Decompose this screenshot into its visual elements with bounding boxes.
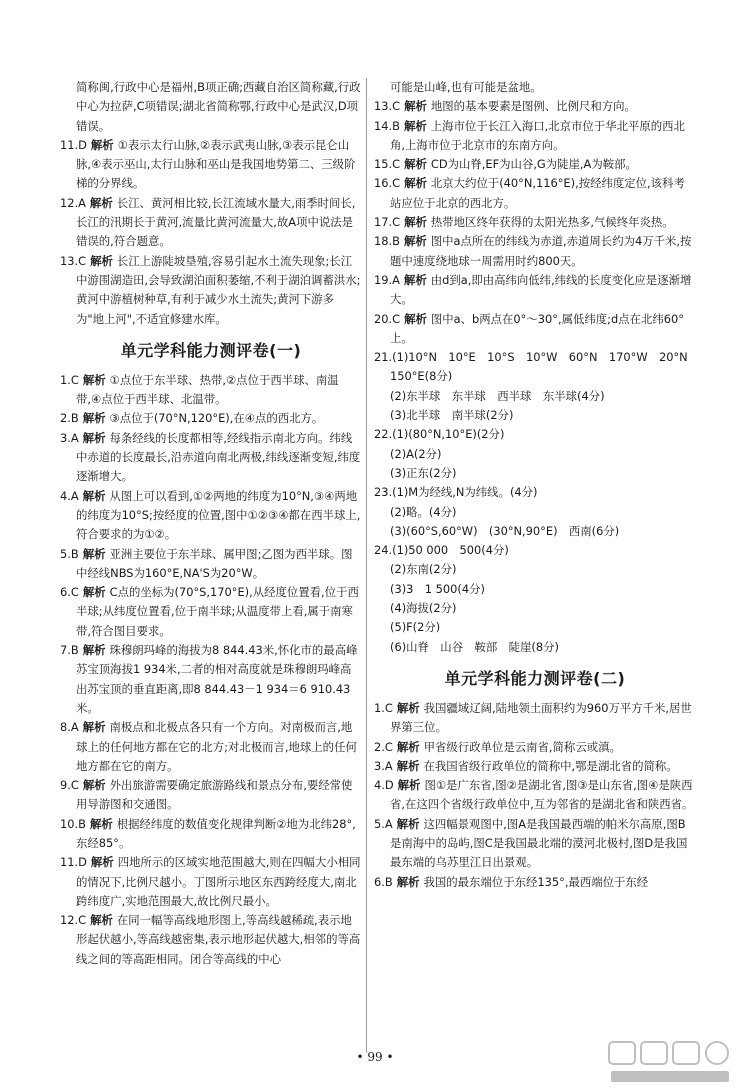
answer-item: [60, 429, 362, 487]
answer-text: 这四幅景观图中,图A是我国最西端的帕米尔高原,图B是南海中的岛屿,图C是我国最北端的漠河北极村,图D是我国最东端的乌苏里江日出景观。: [390, 816, 688, 870]
analysis-label: 解析: [82, 546, 106, 561]
answer-text: 简称闽,行政中心是福州,B项正确;西藏自治区简称藏,行政中心为拉萨,C项错误;湖北省简称鄂,行政中心是武汉,D项错误。: [76, 80, 361, 133]
answer-item: [60, 136, 362, 194]
answer-item: [374, 580, 696, 599]
answer-item: [60, 409, 362, 428]
answer-item: [374, 873, 696, 892]
analysis-label: 解析: [82, 720, 106, 735]
answer-item: [374, 174, 696, 213]
answer-item: [374, 464, 696, 483]
answer-text: ①表示太行山脉,②表示武夷山脉,③表示昆仑山脉,④表示巫山,太行山脉和巫山是我国地势第二、三级阶梯的分界线。: [76, 137, 356, 191]
answer-item: [374, 406, 696, 425]
answer-text: (2)略。(4分): [390, 504, 457, 519]
analysis-label: 解析: [90, 855, 114, 870]
answer-number: 12.C: [60, 913, 87, 928]
analysis-label: 解析: [404, 176, 427, 191]
answer-item: [374, 78, 696, 97]
answer-number: 2.C: [374, 739, 393, 754]
answer-item: [374, 445, 696, 464]
analysis-label: 解析: [397, 778, 421, 793]
answer-item: [374, 560, 696, 579]
answer-number: 1.C: [374, 700, 393, 715]
analysis-label: 解析: [396, 816, 420, 831]
answer-text: 由d到a,即由高纬向低纬,纬线的长度变化应是逐渐增大。: [390, 272, 692, 307]
answer-text: 外出旅游需要确定旅游路线和景点分布,要经常使用导游图和交通图。: [76, 778, 353, 812]
answer-item: [374, 503, 696, 522]
answer-text: (6)山脊 山谷 鞍部 陡崖(8分): [390, 639, 559, 654]
answer-number: 4.A: [60, 488, 79, 503]
answer-text: (1)M为经线,N为纬线。(4分): [392, 485, 538, 500]
answer-number: 18.B: [374, 234, 400, 249]
answer-text: ③点位于(70°N,120°E),在④点的西北方。: [109, 411, 324, 426]
answer-text: (2)A(2分): [390, 446, 442, 461]
answer-number: 22.: [374, 427, 393, 442]
answer-text: 从图上可以看到,①②两地的纬度为10°N,③④两地的纬度为10°S;按经度的位置,图中①②③④都在西半球上,符合要求的为①②。: [76, 488, 361, 542]
answer-text: (1)10°N 10°E 10°S 10°W 60°N 170°W 20°N 150°E(8分): [390, 350, 700, 384]
answer-number: 16.C: [374, 176, 401, 191]
answer-number: 21.: [374, 350, 393, 365]
answer-item: [374, 776, 696, 815]
right-column: [374, 78, 700, 892]
answer-item: [374, 699, 696, 738]
answer-number: 7.B: [60, 643, 79, 658]
answer-text: 可能是山峰,也有可能是盆地。: [390, 80, 542, 94]
answer-item: [60, 815, 362, 854]
analysis-label: 解析: [404, 311, 427, 326]
answer-number: 8.A: [60, 720, 79, 735]
answer-number: 5.B: [60, 546, 79, 561]
answer-item: [374, 599, 696, 618]
column-divider: [366, 78, 367, 1053]
answer-text: 我国疆域辽阔,陆地领土面积约为960万平方千米,居世界第三位。: [390, 700, 692, 735]
analysis-label: 解析: [82, 488, 106, 503]
section-heading: 单元学科能力测评卷(二): [444, 668, 626, 688]
answer-item: [60, 371, 362, 410]
answer-number: 19.A: [374, 272, 400, 287]
answer-item: [374, 738, 696, 757]
analysis-label: 解析: [82, 411, 106, 426]
answer-text: 在同一幅等高线地形图上,等高线越稀疏,表示地形起伏越小,等高线越密集,表示地形起伏越大,相邻的等高线之间的等高距相同。闭合等高线的中心: [76, 913, 361, 966]
answer-item: [60, 583, 362, 641]
analysis-label: 解析: [82, 778, 106, 793]
answer-item: [60, 911, 362, 969]
analysis-label: 解析: [82, 372, 106, 387]
answer-item: [374, 155, 696, 174]
answer-number: 20.C: [374, 311, 401, 326]
section-heading: 单元学科能力测评卷(一): [120, 340, 302, 360]
answer-number: 3.A: [374, 758, 393, 773]
answer-item: [374, 97, 696, 116]
answer-number: 1.C: [60, 372, 79, 387]
answer-text: (3)(60°S,60°W) (30°N,90°E) 西南(6分): [390, 523, 620, 538]
analysis-label: 解析: [404, 99, 427, 114]
answer-text: 上海市位于长江入海口,北京市位于华北平原的西北角,上海市位于北京市的东南方向。: [390, 118, 685, 152]
answer-item: [374, 483, 696, 502]
analysis-label: 解析: [396, 739, 420, 754]
answer-text: (3)北半球 南半球(2分): [390, 408, 514, 423]
answer-text: 南极点和北极点各只有一个方向。对南极而言,地球上的任何地方都在它的北方;对北极而言,地球上的任何地方都在它的南方。: [76, 720, 357, 773]
answer-item: [374, 213, 696, 232]
answer-text: (2)东南(2分): [390, 562, 457, 577]
answer-text: 亚洲主要位于东半球、属甲图;乙图为西半球。图中经线NBS为160°E,NA'S为20°W。: [76, 546, 353, 580]
analysis-label: 解析: [82, 585, 106, 600]
answer-text: 根据经纬度的数值变化规律判断②地为北纬28°,东经85°。: [76, 816, 356, 850]
answer-item: [60, 194, 362, 252]
answer-number: 13.C: [374, 99, 401, 114]
answer-item: [374, 348, 700, 387]
answer-text: (5)F(2分): [390, 620, 441, 635]
answer-number: 12.A: [60, 195, 86, 210]
answer-text: ①点位于东半球、热带,②点位于西半球、南温带,④点位于西半球、北温带。: [76, 372, 339, 407]
answer-number: 24.: [374, 543, 393, 558]
answer-item: [374, 117, 696, 156]
analysis-label: 解析: [404, 215, 427, 230]
answer-text: (1)(80°N,10°E)(2分): [392, 427, 505, 442]
answer-item: [374, 638, 696, 657]
answer-number: 2.B: [60, 411, 79, 426]
answer-item: [60, 776, 362, 815]
answer-text: 地图的基本要素是图例、比例尺和方向。: [430, 99, 636, 114]
answer-number: 3.A: [60, 430, 79, 445]
answer-text: CD为山脊,EF为山谷,G为陡崖,A为鞍部。: [430, 157, 637, 172]
answer-number: 13.C: [60, 253, 87, 268]
answer-number: 10.B: [60, 816, 86, 831]
answer-text: 长江上游陡坡垦殖,容易引起水土流失现象;长江中游围湖造田,会导致湖泊面积萎缩,不利于湖泊调蓄洪水;黄河中游植树种草,有利于减少水土流失;黄河下游多为"地上河",不适宜修建水库。: [76, 253, 361, 326]
answer-text: 热带地区终年获得的太阳光热多,气候终年炎热。: [430, 215, 674, 230]
answer-item: [374, 232, 696, 271]
answer-number: 5.A: [374, 816, 393, 831]
answer-item: [60, 545, 362, 584]
analysis-label: 解析: [396, 874, 420, 889]
answer-number: 15.C: [374, 157, 401, 172]
answer-text: (4)海拔(2分): [390, 601, 457, 616]
analysis-label: 解析: [90, 253, 113, 268]
page-number: • 99 •: [356, 1050, 394, 1064]
analysis-label: 解析: [396, 758, 420, 773]
answer-item: [374, 541, 696, 560]
answer-item: [374, 387, 696, 406]
analysis-label: 解析: [82, 643, 106, 658]
answer-item: [60, 487, 362, 545]
answer-number: 6.B: [374, 874, 393, 889]
answer-text: 在我国省级行政单位的简称中,鄂是湖北省的简称。: [423, 758, 678, 773]
analysis-label: 解析: [82, 430, 106, 445]
answer-text: 图①是广东省,图②是湖北省,图③是山东省,图④是陕西省,在这四个省级行政单位中,互为邻省的是湖北省和陕西省。: [390, 778, 694, 812]
analysis-label: 解析: [90, 137, 114, 152]
answer-text: 图中a、b两点在0°～30°,属低纬度;d点在北纬60°上。: [390, 311, 684, 345]
answer-number: 23.: [374, 485, 393, 500]
answer-item: [374, 522, 696, 541]
answer-text: 珠穆朗玛峰的海拔为8 844.43米,怀化市的最高峰苏宝顶海拔1 934米,二者的相对高度就是珠穆朗玛峰高出苏宝顶的垂直距离,即8 844.43－1 934＝6 910.43米。: [76, 643, 358, 715]
answer-item: [374, 425, 696, 444]
analysis-label: 解析: [396, 700, 420, 715]
answer-text: 北京大约位于(40°N,116°E),按经纬度定位,该科考站应位于北京的西北方。: [390, 176, 685, 210]
answer-text: 我国的最东端位于东经135°,最西端位于东经: [423, 874, 649, 889]
answer-text: 四地所示的区域实地范围越大,则在四幅大小相同的情况下,比例尺越小。丁图所示地区东西跨经度大,南北跨纬度广,实地范围最大,故比例尺最小。: [76, 855, 361, 908]
answer-number: 11.D: [60, 855, 87, 870]
answer-item: [60, 252, 362, 329]
analysis-label: 解析: [90, 913, 113, 928]
answer-item: [374, 310, 696, 349]
answer-text: (3)正东(2分): [390, 465, 457, 480]
answer-text: 长江、黄河相比较,长江流域水量大,雨季时间长,长江的汛期长于黄河,流量比黄河流量大,故A项中说法是错误的,符合题意。: [76, 195, 356, 249]
analysis-label: 解析: [403, 234, 427, 249]
answer-text: (2)东半球 东半球 西半球 东半球(4分): [390, 388, 605, 403]
answer-item: [374, 618, 696, 637]
answer-number: 11.D: [60, 137, 87, 152]
answer-text: C点的坐标为(70°S,170°E),从经度位置看,位于西半球;从纬度位置看,位于南半球;从温度带上看,属于南寒带,符合图目要求。: [76, 585, 359, 638]
answer-item: [60, 641, 362, 718]
answer-text: (1)50 000 500(4分): [392, 543, 509, 558]
left-column: [60, 78, 362, 969]
analysis-label: 解析: [404, 157, 427, 172]
analysis-label: 解析: [403, 118, 427, 133]
watermark-logo: [605, 1038, 735, 1086]
answer-item: [374, 815, 696, 873]
analysis-label: 解析: [89, 816, 113, 831]
answer-text: 每条经线的长度都相等,经线指示南北方向。纬线中赤道的长度最长,沿赤道向南北两极,纬线逐渐变短,纬度逐渐增大。: [76, 430, 361, 484]
answer-number: 14.B: [374, 118, 400, 133]
answer-item: [374, 757, 696, 776]
answer-number: 4.D: [374, 778, 394, 793]
answer-number: 9.C: [60, 778, 79, 793]
answer-text: 甲省级行政单位是云南省,简称云或滇。: [423, 739, 621, 754]
answer-item: [60, 78, 362, 136]
answer-number: 17.C: [374, 215, 401, 230]
answer-item: [60, 718, 362, 776]
answer-number: 6.C: [60, 585, 79, 600]
answer-text: (3)3 1 500(4分): [390, 581, 485, 596]
answer-text: 图中a点所在的纬线为赤道,赤道周长约为4万千米,按题中速度绕地球一周需用时约800天。: [390, 234, 692, 268]
analysis-label: 解析: [403, 272, 427, 287]
answer-item: [374, 271, 696, 310]
analysis-label: 解析: [89, 195, 113, 210]
answer-item: [60, 853, 362, 911]
